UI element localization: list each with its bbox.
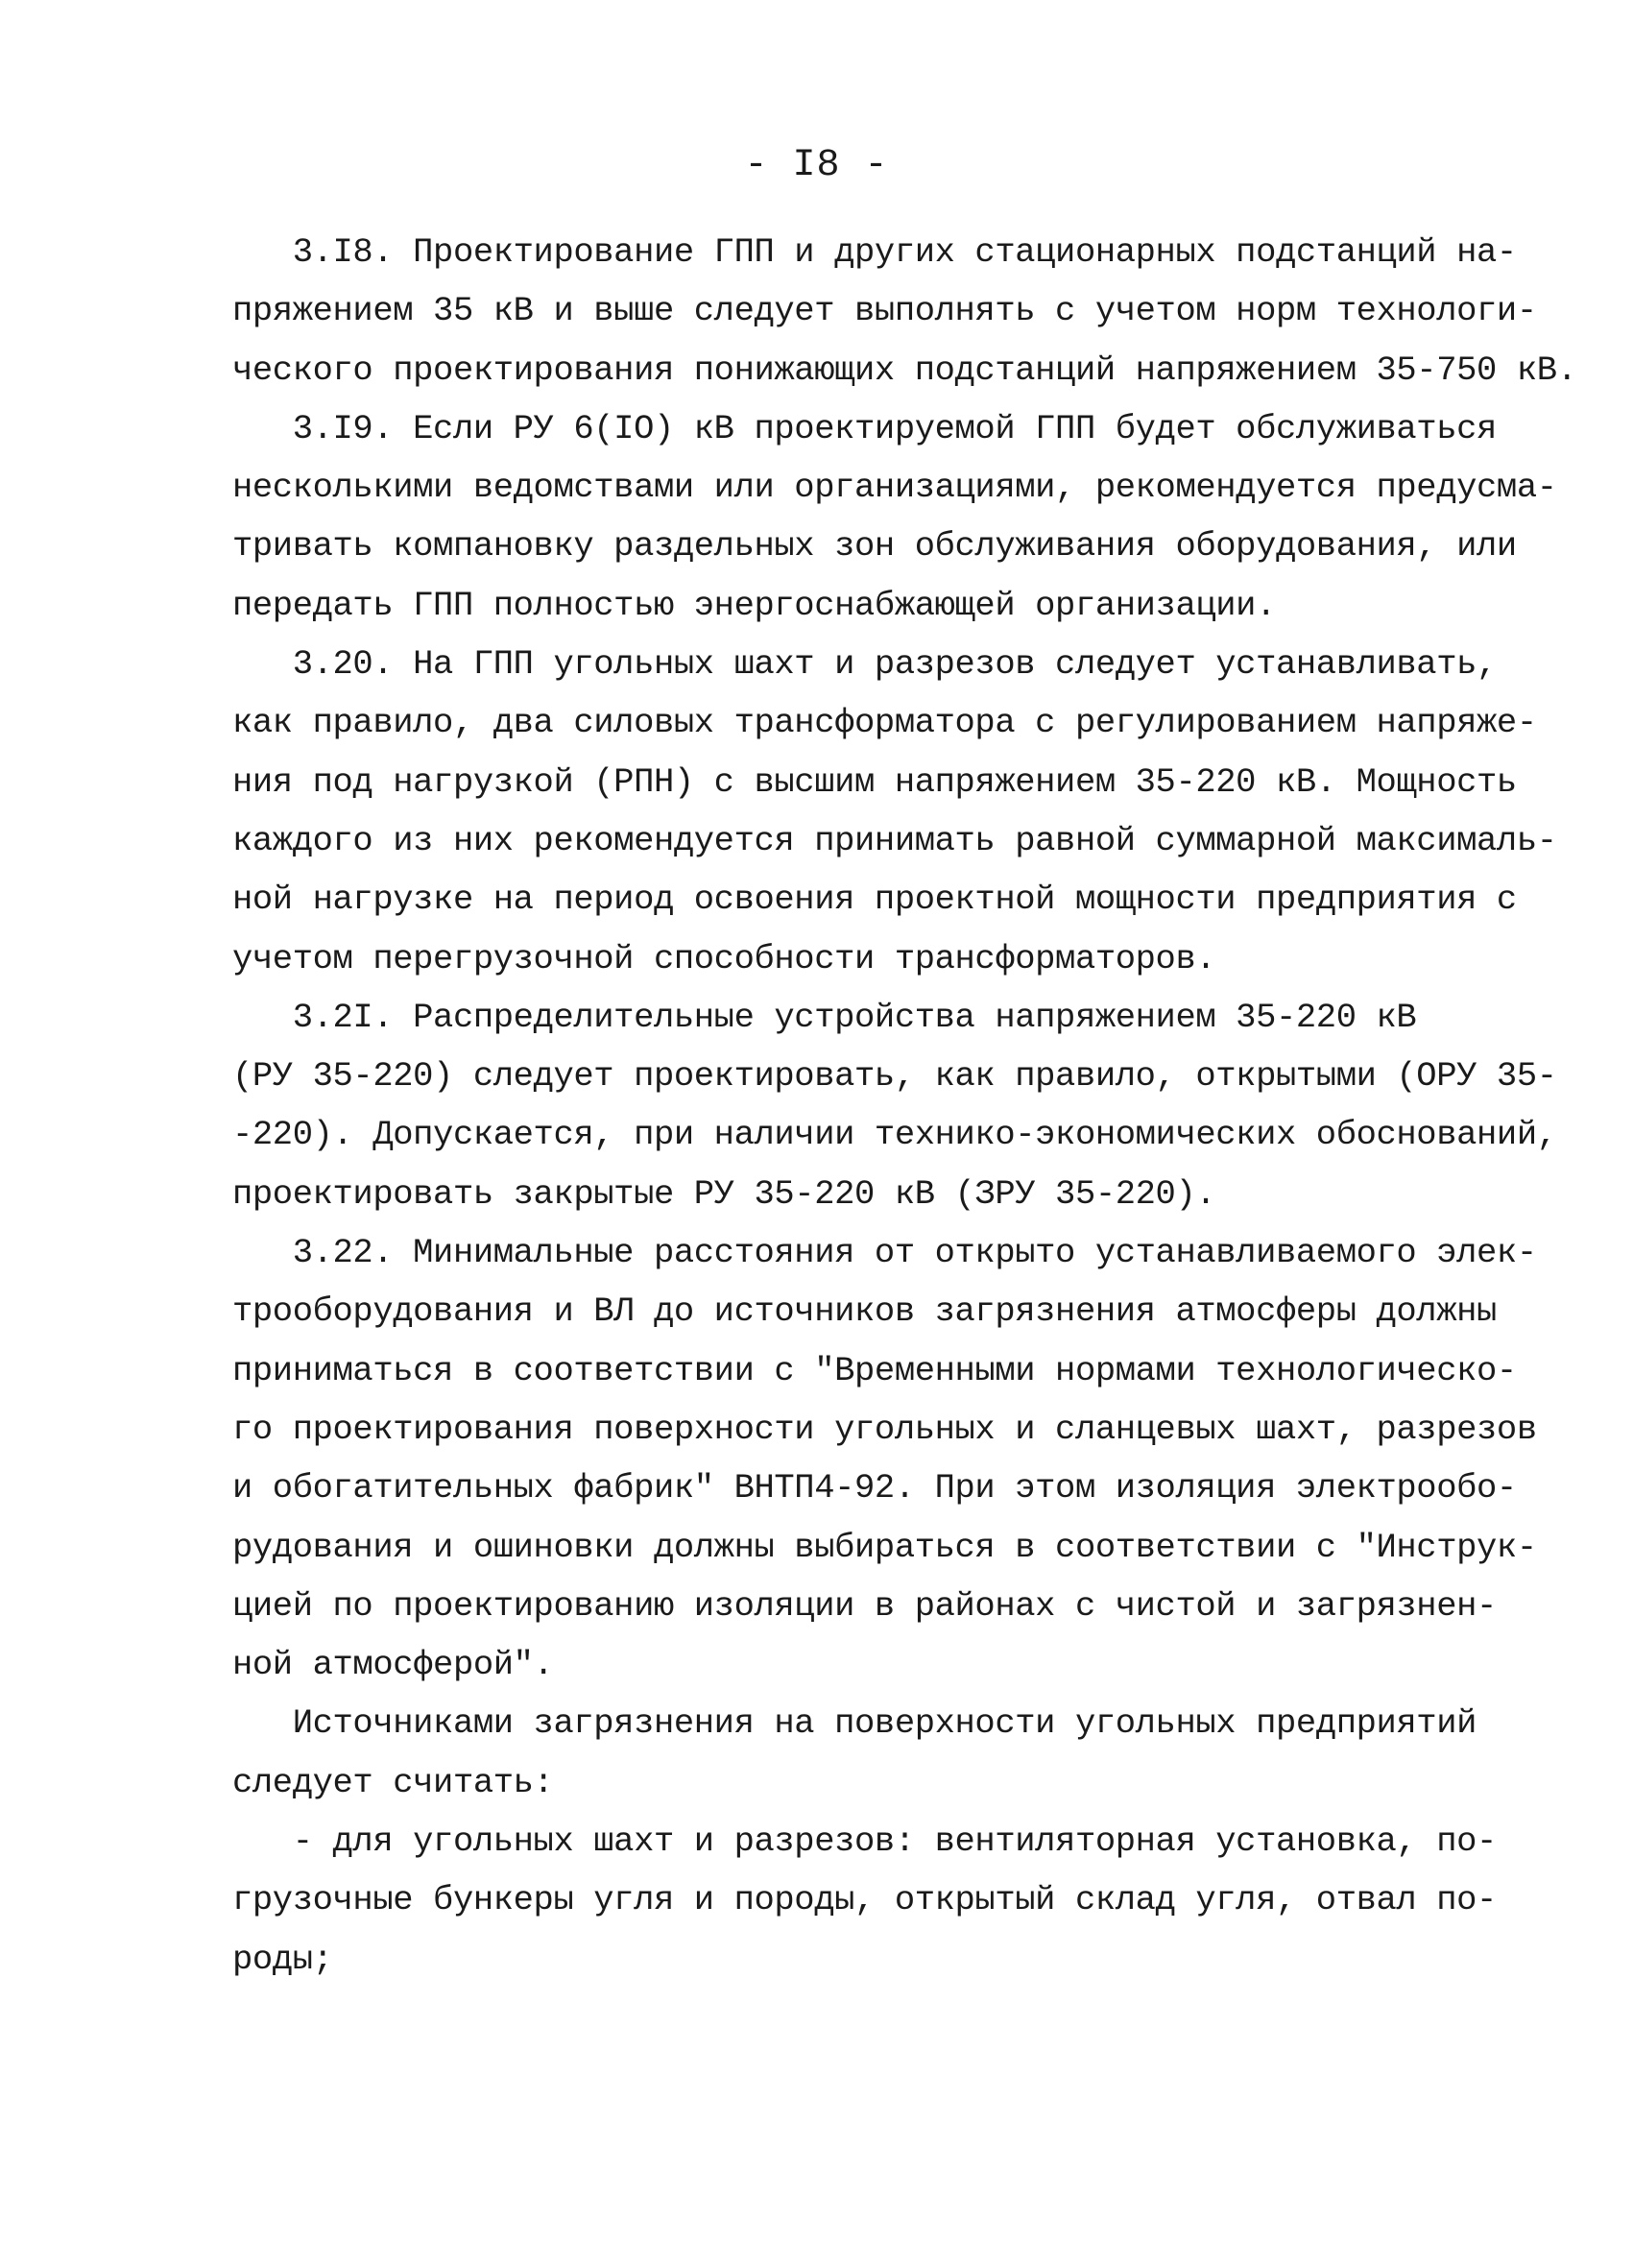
text-line: и обогатительных фабрик" ВНТП4-92. При этом изоляция электрообо- <box>232 1468 1517 1508</box>
text-line: -220). Допускается, при наличии технико-экономических обоснований, <box>232 1115 1557 1155</box>
text-line: 3.I8. Проектирование ГПП и других стационарных подстанций на- <box>232 232 1517 272</box>
text-line: приниматься в соответствии с "Временными нормами технологическо- <box>232 1350 1517 1390</box>
text-line: как правило, два силовых трансформатора с регулированием напряже- <box>232 703 1537 743</box>
paragraph-3-19 <box>232 399 1557 635</box>
text-line: грузочные бункеры угля и породы, открытый склад угля, отвал по- <box>232 1880 1497 1920</box>
text-line: рудования и ошиновки должны выбираться в соответствии с "Инструк- <box>232 1527 1537 1567</box>
text-line: ния под нагрузкой (РПН) с высшим напряжением 35-220 кВ. Мощность <box>232 761 1517 802</box>
paragraph-3-22 <box>232 1223 1537 1694</box>
text-line: - для угольных шахт и разрезов: вентиляторная установка, по- <box>232 1822 1497 1862</box>
text-line: Источниками загрязнения на поверхности угольных предприятий <box>232 1703 1477 1744</box>
text-line: каждого из них рекомендуется принимать равной суммарной максималь- <box>232 820 1557 860</box>
text-line: ческого проектирования понижающих подстанций напряжением 35-750 кВ. <box>232 350 1577 390</box>
text-line: 3.I9. Если РУ 6(IO) кВ проектируемой ГПП будет обслуживаться <box>232 408 1497 448</box>
text-line: пряжением 35 кВ и выше следует выполнять с учетом норм технологи- <box>232 291 1537 331</box>
text-line: тривать компановку раздельных зон обслуживания оборудования, или <box>232 526 1517 567</box>
text-line: го проектирования поверхности угольных и сланцевых шахт, разрезов <box>232 1409 1537 1449</box>
text-line: ной атмосферой". <box>232 1645 554 1685</box>
text-line: 3.2I. Распределительные устройства напряжением 35-220 кВ <box>232 997 1417 1037</box>
text-line: проектировать закрытые РУ 35-220 кВ (ЗРУ 35-220). <box>232 1173 1216 1214</box>
paragraph-3-18 <box>232 223 1577 399</box>
text-line: роды; <box>232 1939 333 1979</box>
text-line: (РУ 35-220) следует проектировать, как правило, открытыми (ОРУ 35- <box>232 1056 1557 1097</box>
body-text <box>232 223 1577 1989</box>
text-line: ной нагрузке на период освоения проектной мощности предприятия с <box>232 880 1517 920</box>
paragraph-3-21 <box>232 988 1557 1223</box>
text-line: учетом перегрузочной способности трансформаторов. <box>232 938 1216 978</box>
text-line: 3.20. На ГПП угольных шахт и разрезов следует устанавливать, <box>232 644 1497 685</box>
text-line: цией по проектированию изоляции в районах с чистой и загрязнен- <box>232 1585 1497 1626</box>
text-line: следует считать: <box>232 1762 554 1802</box>
paragraph-list-item <box>232 1812 1497 1989</box>
text-line: передать ГПП полностью энергоснабжающей организации. <box>232 585 1276 625</box>
text-line: 3.22. Минимальные расстояния от открыто устанавливаемого элек- <box>232 1233 1537 1273</box>
page-number: - I8 - <box>744 144 889 187</box>
text-line: трооборудования и ВЛ до источников загрязнения атмосферы должны <box>232 1291 1497 1332</box>
paragraph-pollution-sources <box>232 1694 1477 1812</box>
text-line: несколькими ведомствами или организациями, рекомендуется предусма- <box>232 468 1557 508</box>
paragraph-3-20 <box>232 635 1557 988</box>
